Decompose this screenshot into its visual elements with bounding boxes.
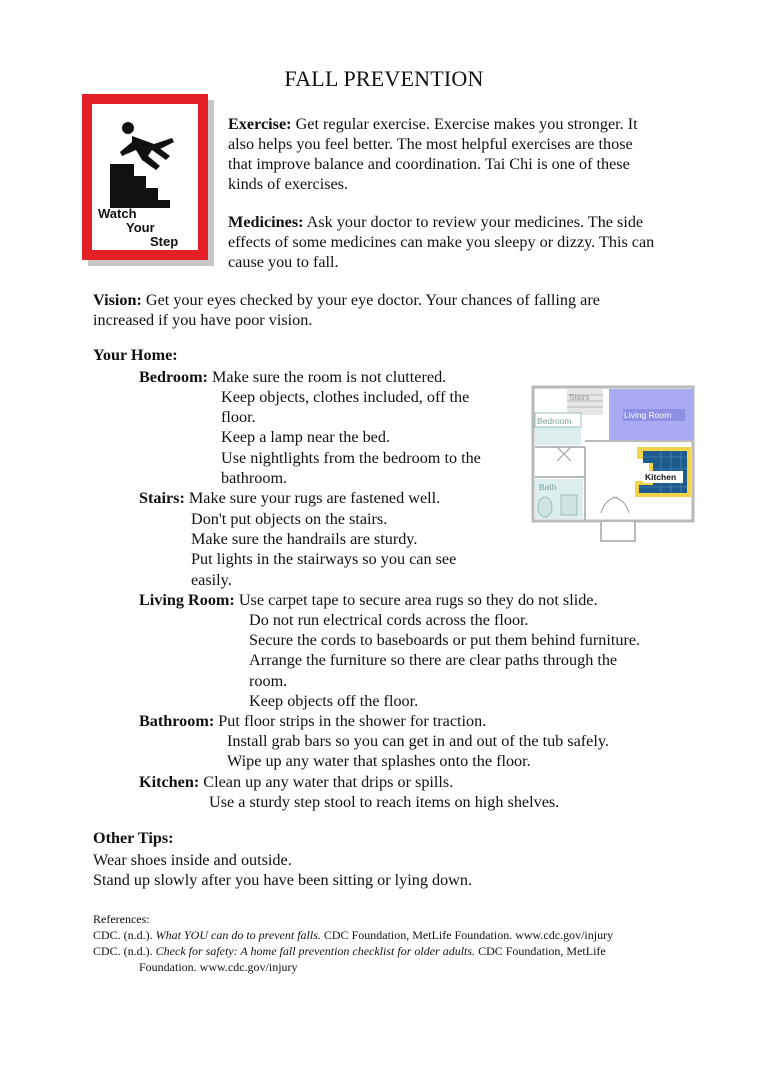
living-room-line: Secure the cords to baseboards or put them behind furniture. [249, 631, 641, 649]
kitchen-line: Clean up any water that drips or spills. [199, 773, 454, 791]
medicines-line: effects of some medicines can make you sleepy or dizzy. This can [228, 233, 655, 251]
bedroom-label: Bedroom: [139, 368, 208, 386]
bathroom-line: Wipe up any water that splashes onto the floor. [227, 752, 531, 770]
exercise-line: kinds of exercises. [228, 175, 349, 193]
references-heading: References: [93, 912, 150, 926]
exercise-label: Exercise: [228, 115, 292, 133]
living-room-line: Use carpet tape to secure area rugs so they do not slide. [234, 591, 598, 609]
bedroom-line: Make sure the room is not cluttered. [207, 368, 447, 386]
floorplan-bath-label: Bath [539, 482, 557, 492]
sign-text-your: Your [126, 220, 155, 235]
home-floorplan-illustration [531, 385, 696, 543]
living-room-line: Keep objects off the floor. [249, 692, 419, 710]
medicines-line: Ask your doctor to review your medicines. The side [303, 213, 644, 231]
reference-1-title: What YOU can do to prevent falls. [155, 928, 321, 942]
other-tips-line: Wear shoes inside and outside. [93, 851, 292, 869]
watch-your-step-sign-icon [82, 94, 214, 266]
kitchen-label: Kitchen: [139, 773, 200, 791]
sign-text-watch: Watch [98, 206, 137, 221]
stairs-line: Put lights in the stairways so you can see [191, 550, 457, 568]
bedroom-first-line [139, 367, 446, 387]
reference-2-suffix: CDC Foundation, MetLife [475, 944, 606, 958]
bedroom-line: Use nightlights from the bedroom to the [221, 449, 481, 467]
stairs-line: easily. [191, 571, 232, 589]
vision-label: Vision: [93, 291, 142, 309]
bedroom-line: Keep objects, clothes included, off the [221, 388, 470, 406]
reference-1-prefix: CDC. (n.d.). [93, 928, 156, 942]
reference-2-continuation: Foundation. www.cdc.gov/injury [139, 960, 298, 974]
bathroom-label: Bathroom: [139, 712, 215, 730]
stairs-first-line [139, 488, 440, 508]
bedroom-line: Keep a lamp near the bed. [221, 428, 390, 446]
medicines-line: cause you to fall. [228, 253, 339, 271]
exercise-line: Get regular exercise. Exercise makes you stronger. It [291, 115, 638, 133]
reference-1 [93, 927, 613, 943]
your-home-heading: Your Home: [93, 346, 178, 364]
vision-paragraph [93, 290, 713, 330]
medicines-label: Medicines: [228, 213, 304, 231]
medicines-paragraph [228, 212, 708, 272]
living-room-line: Do not run electrical cords across the floor. [249, 611, 529, 629]
bedroom-line: floor. [221, 408, 256, 426]
stairs-line: Make sure your rugs are fastened well. [184, 489, 441, 507]
stairs-label: Stairs: [139, 489, 185, 507]
other-tips-line: Stand up slowly after you have been sitting or lying down. [93, 871, 472, 889]
bedroom-line: bathroom. [221, 469, 288, 487]
living-room-first-line [139, 590, 598, 610]
floorplan-living-room-label: Living Room [624, 410, 672, 420]
exercise-paragraph [228, 114, 708, 194]
floorplan-kitchen-label: Kitchen [645, 472, 677, 482]
bathroom-line: Install grab bars so you can get in and out of the tub safely. [227, 732, 609, 750]
reference-2-prefix: CDC. (n.d.). [93, 944, 156, 958]
reference-2 [93, 943, 606, 959]
floorplan-stairs-label: Stairs [569, 393, 590, 402]
floorplan-bedroom-label: Bedroom [537, 416, 572, 426]
exercise-line: that improve balance and coordination. Tai Chi is one of these [228, 155, 630, 173]
living-room-line: Arrange the furniture so there are clear paths through the [249, 651, 618, 669]
reference-1-suffix: CDC Foundation, MetLife Foundation. www.cdc.gov/injury [320, 928, 614, 942]
other-tips-heading: Other Tips: [93, 829, 174, 847]
living-room-label: Living Room: [139, 591, 235, 609]
living-room-line: room. [249, 672, 288, 690]
vision-line: increased if you have poor vision. [93, 311, 313, 329]
vision-line: Get your eyes checked by your eye doctor. Your chances of falling are [141, 291, 600, 309]
reference-2-title: Check for safety: A home fall prevention checklist for older adults. [155, 944, 476, 958]
bathroom-line: Put floor strips in the shower for traction. [214, 712, 487, 730]
stairs-line: Don't put objects on the stairs. [191, 510, 388, 528]
exercise-line: also helps you feel better. The most helpful exercises are those [228, 135, 633, 153]
bathroom-first-line [139, 711, 486, 731]
sign-text-step: Step [150, 234, 179, 249]
page-title: FALL PREVENTION [284, 66, 484, 91]
kitchen-line: Use a sturdy step stool to reach items on high shelves. [209, 793, 560, 811]
stairs-line: Make sure the handrails are sturdy. [191, 530, 418, 548]
kitchen-first-line [139, 772, 453, 792]
